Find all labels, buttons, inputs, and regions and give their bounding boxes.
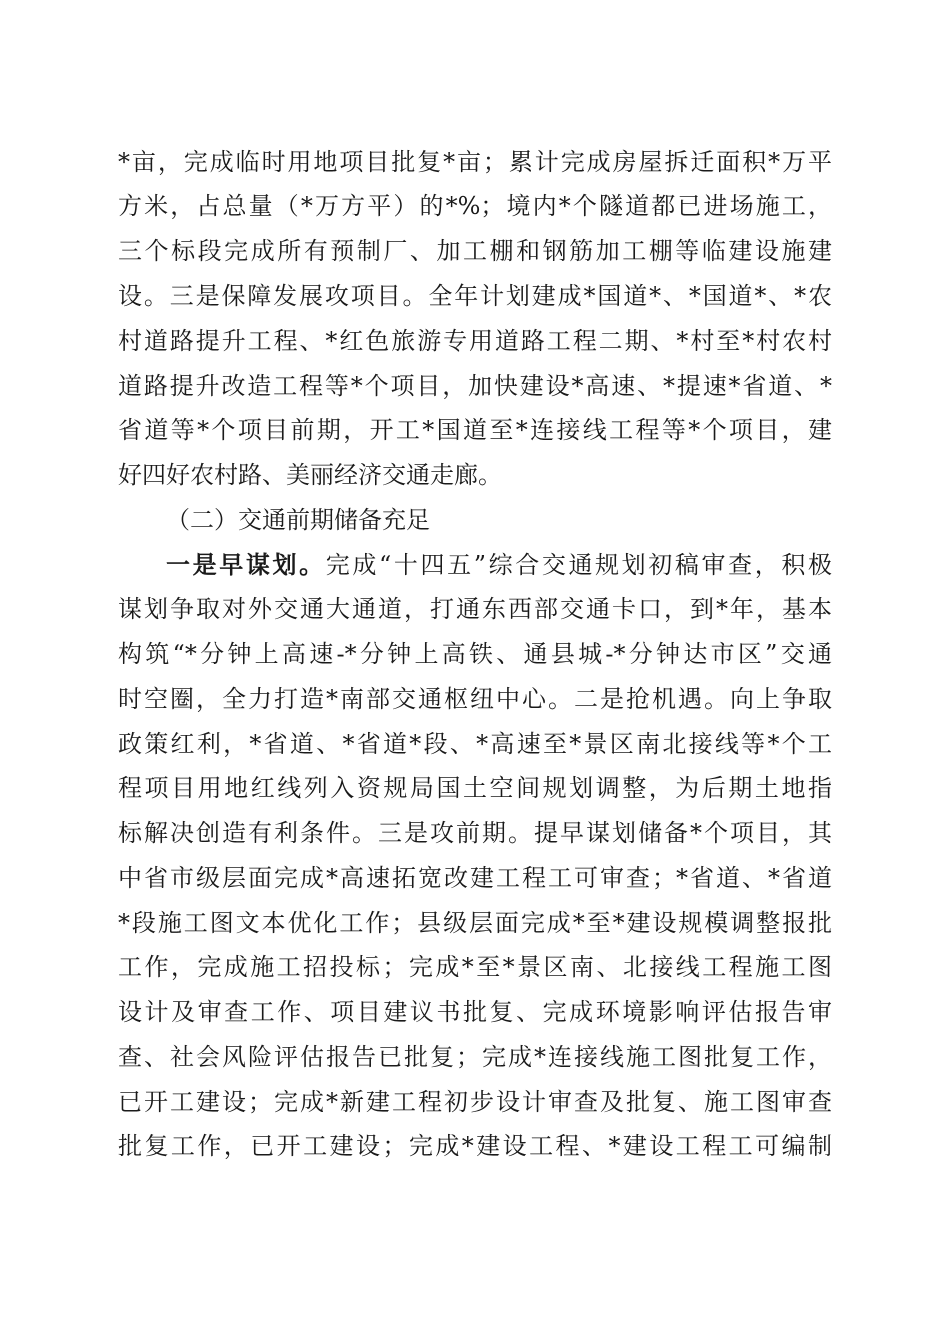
- text-line: 方米，占总量（*万方平）的*%；境内*个隧道都已进场施工，: [118, 192, 832, 220]
- text-run: 完成“十四五”综合交通规划初稿审查，积极: [325, 551, 833, 579]
- text-line: 政策红利，*省道、*省道*段、*高速至*景区南北接线等*个工: [118, 730, 832, 758]
- text-line: 标解决创造有利条件。三是攻前期。提早谋划储备*个项目，其: [118, 819, 832, 847]
- text-line: 设计及审查工作、项目建议书批复、完成环境影响评估报告审: [118, 998, 832, 1026]
- text-line: 查、社会风险评估报告已批复；完成*连接线施工图批复工作，: [118, 1043, 832, 1071]
- text-line: 构筑“*分钟上高速-*分钟上高铁、通县城-*分钟达市区”交通: [118, 640, 832, 668]
- text-line: *段施工图文本优化工作；县级层面完成*至*建设规模调整报批: [118, 909, 832, 937]
- text-line: 三个标段完成所有预制厂、加工棚和钢筋加工棚等临建设施建: [118, 237, 832, 265]
- text-line: 道路提升改造工程等*个项目，加快建设*高速、*提速*省道、*: [118, 372, 832, 400]
- text-line: 程项目用地红线列入资规局国土空间规划调整，为后期土地指: [118, 774, 832, 802]
- text-line: 谋划争取对外交通大通道，打通东西部交通卡口，到*年，基本: [118, 595, 832, 623]
- text-line: 设。三是保障发展攻项目。全年计划建成*国道*、*国道*、*农: [118, 282, 832, 310]
- section-heading: （二）交通前期储备充足: [166, 506, 430, 534]
- text-line: 中省市级层面完成*高速拓宽改建工程工可审查；*省道、*省道: [118, 864, 832, 892]
- text-line: 好四好农村路、美丽经济交通走廊。: [118, 461, 502, 489]
- text-line-first: [166, 545, 832, 585]
- text-line: 村道路提升工程、*红色旅游专用道路工程二期、*村至*村农村: [118, 327, 832, 355]
- lead-phrase: 一是早谋划。: [166, 550, 326, 579]
- text-line: 工作，完成施工招投标；完成*至*景区南、北接线工程施工图: [118, 953, 832, 981]
- text-line: 省道等*个项目前期，开工*国道至*连接线工程等*个项目，建: [118, 416, 832, 444]
- text-line: *亩，完成临时用地项目批复*亩；累计完成房屋拆迁面积*万平: [118, 148, 832, 176]
- text-line: 时空圈，全力打造*南部交通枢纽中心。二是抢机遇。向上争取: [118, 685, 832, 713]
- text-line: 已开工建设；完成*新建工程初步设计审查及批复、施工图审查: [118, 1088, 832, 1116]
- text-line: 批复工作，已开工建设；完成*建设工程、*建设工程工可编制: [118, 1132, 832, 1160]
